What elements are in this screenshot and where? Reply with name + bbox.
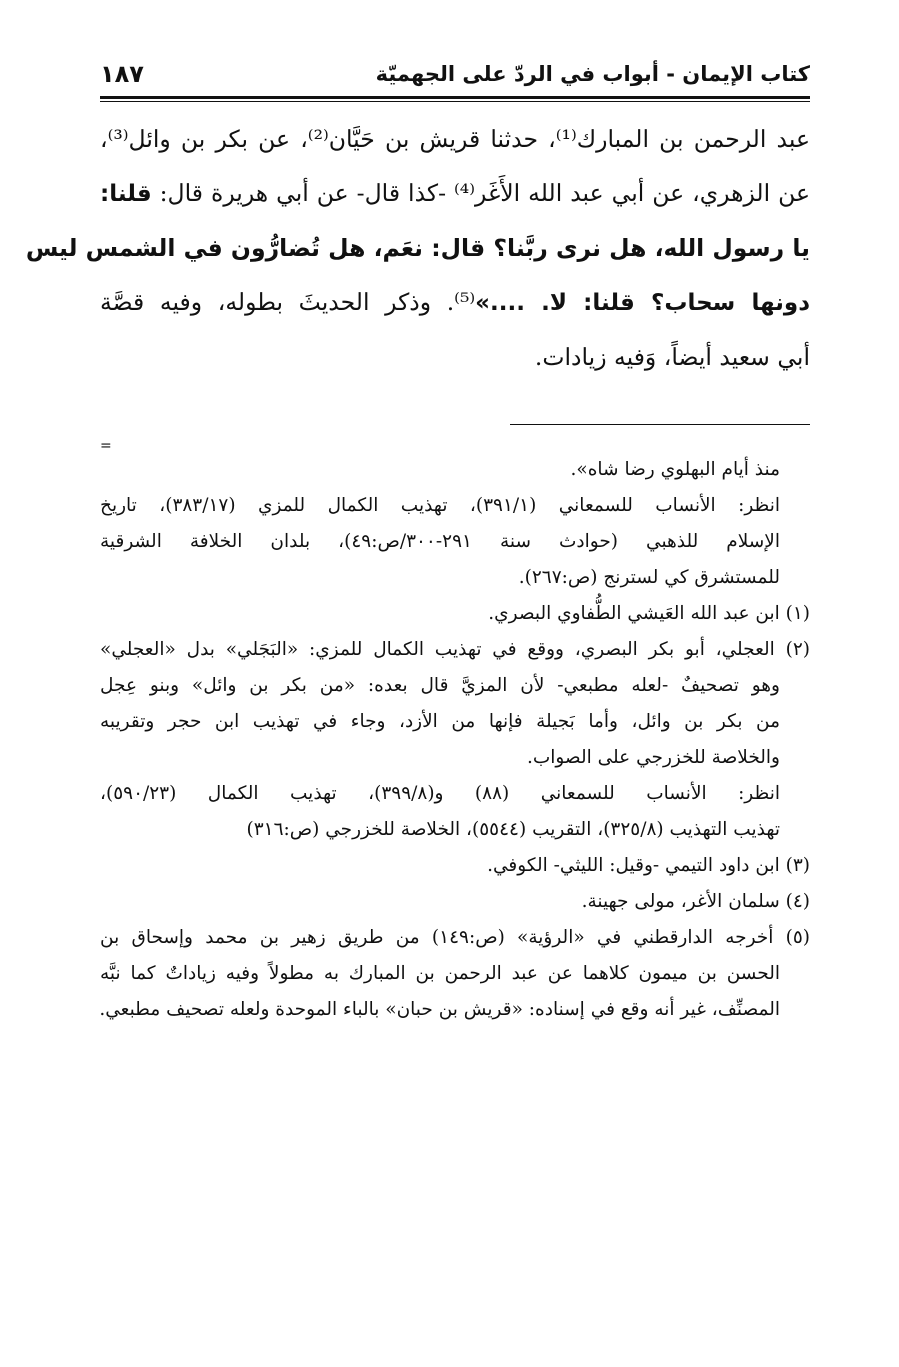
main-line-text: عن الزهري، عن أبي عبد الله الأَغَر⁽⁴⁾ -كذا قال- عن أبي هريرة قال: (151, 179, 810, 207)
header-title: كتاب الإيمان - أبواب في الردّ على الجهميّة (375, 62, 810, 86)
bold-phrase: دونها سحاب؟ قلنا: لا. ....» (475, 290, 811, 316)
main-line-text: ⁽⁵⁾. وذكر الحديثَ بطوله، وفيه قصَّة (100, 288, 476, 316)
footnote-2: (٢) العجلي، أبو بكر البصري، ووقع في تهذيب الكمال للمزي: «البَجَلي» بدل «العجلي» (100, 639, 810, 660)
footnote-line: انظر: الأنساب للسمعاني (٨٨) و(٣٩٩/٨)، تهذيب الكمال (٥٩٠/٢٣)، (100, 783, 780, 804)
footnote-5: (٥) أخرجه الدارقطني في «الرؤية» (ص:١٤٩) من طريق زهير بن محمد وإسحاق بن (100, 927, 810, 948)
header-rule-thick (100, 96, 810, 99)
footnote-line: وهو تصحيفٌ -لعله مطبعي- لأن المزيَّ قال بعده: «من بكر بن وائل» وبنو عِجل (100, 675, 780, 696)
continuation-marker: = (100, 438, 112, 454)
footnote-line: من بكر بن وائل، وأما بَجيلة فإنها من الأزد، وجاء في تهذيب ابن حجر وتقريبه (100, 711, 780, 732)
main-text (25, 112, 811, 384)
page-number: ١٨٧ (100, 60, 144, 88)
footnote-line: والخلاصة للخزرجي على الصواب. (526, 747, 780, 768)
bold-phrase: قلنا: (100, 181, 152, 207)
footnote-1: (١) ابن عبد الله العَيشي الطُّفاوي البصري. (488, 603, 810, 624)
main-line (100, 166, 810, 221)
footnote-3: (٣) ابن داود التيمي -وقيل: الليثي- الكوفي. (487, 855, 810, 876)
footnote-4: (٤) سلمان الأغر، مولى جهينة. (581, 891, 810, 912)
main-line: أبي سعيد أيضاً، وَفيه زيادات. (534, 343, 810, 371)
footnote-line: المصنِّف، غير أنه وقع في إسناده: «قريش بن حبان» بالباء الموحدة ولعله تصحيف مطبعي. (99, 999, 780, 1020)
footnotes (100, 452, 810, 1028)
footnote-line: للمستشرق كي لسترنج (ص:٢٦٧). (518, 567, 780, 588)
footnote-line: منذ أيام البهلوي رضا شاه». (570, 459, 780, 480)
header-rule-thin (100, 101, 810, 102)
main-line: عبد الرحمن بن المبارك⁽¹⁾، حدثنا قريش بن حَيَّان⁽²⁾، عن بكر بن وائل⁽³⁾، (100, 125, 810, 153)
footnote-line: الحسن بن ميمون كلاهما عن عبد الرحمن بن المبارك به مطولاً وفيه زياداتٌ كما نبَّه (100, 963, 780, 984)
running-header (100, 58, 810, 94)
main-line-bold: يا رسول الله، هل نرى ربَّنا؟ قال: نعَم، هل تُضارُّون في الشمس ليس (25, 234, 810, 262)
footnote-separator (510, 424, 810, 425)
footnote-line: الإسلام للذهبي (حوادث سنة ٢٩١-٣٠٠/ص:٤٩)، بلدان الخلافة الشرقية (100, 531, 780, 552)
footnote-line: تهذيب التهذيب (٣٢٥/٨)، التقريب (٥٥٤٤)، الخلاصة للخزرجي (ص:٣١٦) (246, 819, 780, 840)
footnote-line: انظر: الأنساب للسمعاني (٣٩١/١)، تهذيب الكمال للمزي (٣٨٣/١٧)، تاريخ (100, 495, 780, 516)
main-line (100, 275, 810, 330)
